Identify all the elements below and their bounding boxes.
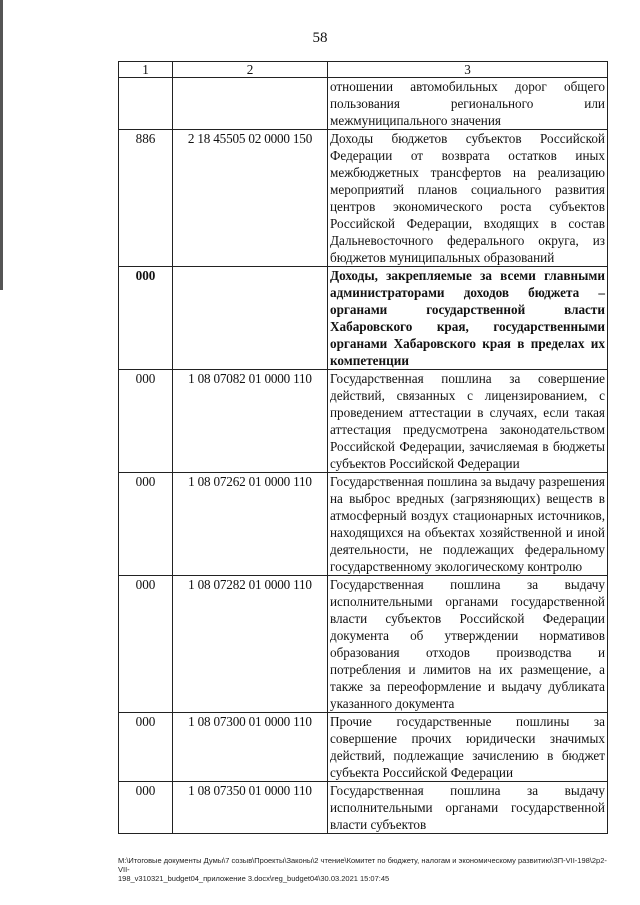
page-number: 58: [312, 30, 328, 46]
table-row: [119, 782, 608, 834]
income-table: [118, 61, 608, 834]
description-cell: Государственная пошлина за выдачу исполнительными органами государственной власти субъектов Российской Федерации документа об утверждении нормативов образования отходов производства и потребления и лимитов на их размещение, а также за переоформление и выдачу дубликата указанного документа: [328, 576, 608, 713]
table-header-row: [119, 62, 608, 78]
budget-code-cell: [173, 267, 328, 370]
table-row: [119, 78, 608, 130]
description-cell: Государственная пошлина за выдачу исполнительными органами государственной власти субъектов: [328, 782, 608, 834]
admin-code-cell: 886: [119, 130, 173, 267]
file-path-footer: [118, 856, 618, 883]
description-cell: отношении автомобильных дорог общего пользования регионального или межмуниципального значения: [328, 78, 608, 130]
description-cell: Государственная пошлина за совершение действий, связанных с лицензированием, с проведением аттестации в случаях, если такая аттестация предусмотрена законодательством Российской Федерации, зачисляемая в бюджеты субъектов Российской Федерации: [328, 370, 608, 473]
budget-code-cell: 1 08 07282 01 0000 110: [173, 576, 328, 713]
admin-code-cell: 000: [119, 267, 173, 370]
budget-code-cell: 1 08 07082 01 0000 110: [173, 370, 328, 473]
footer-line-2: 198_v310321_budget04_приложение 3.docx\reg_budget04\30.03.2021 15:07:45: [118, 874, 390, 883]
footer-line-1: M:\Итоговые документы Думы\7 созыв\Проекты\Законы\2 чтение\Комитет по бюджету, налогам и экономическому развитию\ЗП-VII-198\2р2-VII-: [118, 856, 607, 874]
admin-code-cell: 000: [119, 782, 173, 834]
budget-code-cell: 1 08 07350 01 0000 110: [173, 782, 328, 834]
description-cell: Прочие государственные пошлины за совершение прочих юридически значимых действий, подлежащие зачислению в бюджет субъекта Российской Федерации: [328, 713, 608, 782]
admin-code-cell: 000: [119, 576, 173, 713]
budget-code-cell: 1 08 07300 01 0000 110: [173, 713, 328, 782]
admin-code-cell: 000: [119, 713, 173, 782]
table-row-section-heading: [119, 267, 608, 370]
table-row: [119, 130, 608, 267]
description-cell: Доходы, закрепляемые за всеми главными администраторами доходов бюджета – органами государственной власти Хабаровского края, государственными органами Хабаровского края в пределах их компетенции: [328, 267, 608, 370]
table-row: [119, 473, 608, 576]
budget-code-cell: 2 18 45505 02 0000 150: [173, 130, 328, 267]
admin-code-cell: 000: [119, 473, 173, 576]
table-row: [119, 576, 608, 713]
header-col-3: 3: [328, 62, 608, 78]
admin-code-cell: 000: [119, 370, 173, 473]
header-col-2: 2: [173, 62, 328, 78]
table-row: [119, 370, 608, 473]
header-col-1: 1: [119, 62, 173, 78]
description-cell: Доходы бюджетов субъектов Российской Федерации от возврата остатков иных межбюджетных трансфертов на реализацию мероприятий планов социального развития центров экономического роста субъектов Российской Федерации, входящих в состав Дальневосточного федерального округа, из бюджетов муниципальных образований: [328, 130, 608, 267]
admin-code-cell: [119, 78, 173, 130]
budget-code-cell: 1 08 07262 01 0000 110: [173, 473, 328, 576]
budget-code-cell: [173, 78, 328, 130]
table-row: [119, 713, 608, 782]
description-cell: Государственная пошлина за выдачу разрешения на выброс вредных (загрязняющих) веществ в атмосферный воздух стационарных источников, находящихся на объектах хозяйственной и иной деятельности, не подлежащих федеральному государственному экологическому контролю: [328, 473, 608, 576]
